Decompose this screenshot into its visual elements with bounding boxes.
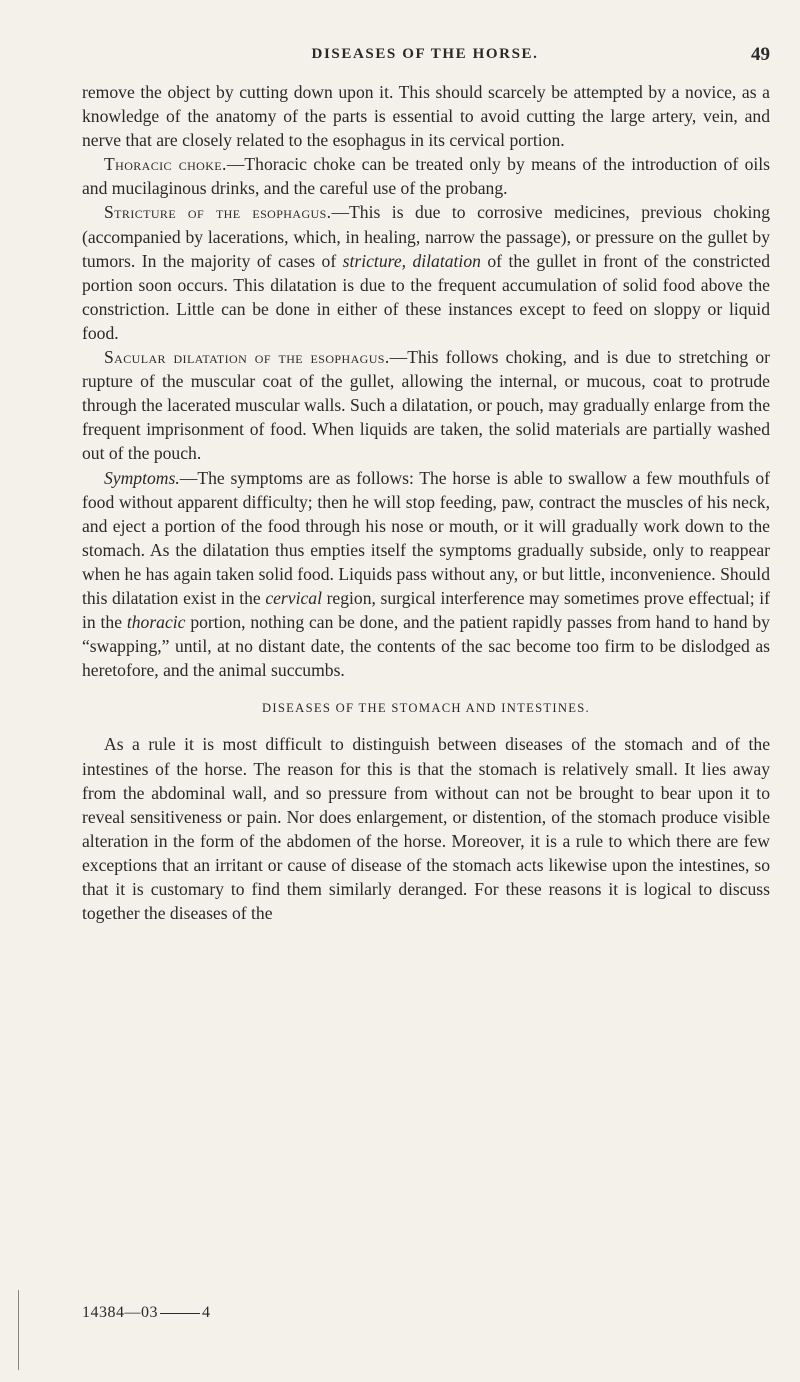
italic-term: thoracic xyxy=(126,612,186,633)
paragraph-lead-italic: Symptoms. xyxy=(104,467,180,488)
paragraph-symptoms xyxy=(82,466,770,683)
paragraph-text: —This follows choking, and is due to stretching or rupture of the muscular coat of the gullet, allowing the internal, or mucous, coat to protrude through the lacerated muscular walls. Such a dilatation, or pouch, may gradually enlarge from the frequent imprisonment of food. When liquids are taken, the solid materials are partially washed out of the pouch. xyxy=(82,347,770,464)
signature-number: 14384 xyxy=(82,1304,125,1321)
paragraph-lead: Thoracic choke. xyxy=(104,154,227,175)
italic-term: stricture xyxy=(342,250,402,271)
italic-separator: , xyxy=(401,250,413,271)
paragraph-text: portion, nothing can be done, and the patient rapidly passes from hand to hand by “swapping,” until, at no distant date, the contents of the sac become too firm to be dislodged as heretofore, and the animal succumbs. xyxy=(82,612,770,681)
scan-edge-line xyxy=(18,1290,19,1370)
italic-term: dilatation xyxy=(412,250,481,271)
paragraph-text: of the gullet in front of the constricted portion soon occurs. This dilatation is due to the frequent accumulation of solid food above the constriction. Little can be done in either of these instances except to feed on sloppy or liquid food. xyxy=(82,250,770,343)
paragraph-text: region, surgical interference may sometimes prove effectual; if in the xyxy=(82,587,770,633)
paragraph-lead: Sacular dilatation of the esophagus. xyxy=(104,347,390,368)
page-number: 49 xyxy=(751,44,770,65)
paragraph-thoracic-choke xyxy=(82,152,770,200)
paragraph-continuation xyxy=(82,80,770,152)
italic-term: cervical xyxy=(265,587,322,608)
signature-sheet: 4 xyxy=(202,1304,211,1321)
running-title: DISEASES OF THE HORSE. xyxy=(311,46,539,62)
paragraph-stricture xyxy=(82,200,770,345)
printer-signature xyxy=(82,1304,211,1322)
signature-rule xyxy=(160,1313,200,1314)
body-text xyxy=(82,80,770,925)
paragraph-sacular-dilatation xyxy=(82,345,770,465)
running-head xyxy=(80,46,770,70)
paragraph-text: remove the object by cutting down upon it. This should scarcely be attempted by a novice, as a knowledge of the anatomy of the parts is essential to avoid cutting the large artery, vein, and nerve that are closely related to the esophagus in its cervical portion. xyxy=(82,82,770,151)
paragraph-lead: Stricture of the esophagus. xyxy=(104,202,332,223)
signature-dash: — xyxy=(124,1304,141,1321)
paragraph-text: —This is due to corrosive medicines, previous choking (accompanied by lacerations, which, in healing, narrow the passage), or pressure on the gullet by tumors. In the majority of cases of xyxy=(82,202,770,271)
section-heading: DISEASES OF THE STOMACH AND INTESTINES. xyxy=(261,701,591,716)
paragraph-text: —The symptoms are as follows: The horse is able to swallow a few mouthfuls of food without apparent difficulty; then he will stop feeding, paw, contract the muscles of his neck, and eject a portion of the food through his nose or mouth, or it will gradually work down to the stomach. As the dilatation thus empties itself the symptoms gradually subside, only to reappear when he has again taken solid food. Liquids pass without any, or but little, inconvenience. Should this dilatation exist in the xyxy=(82,467,770,608)
paragraph-text: As a rule it is most difficult to distinguish between diseases of the stomach and of the intestines of the horse. The reason for this is that the stomach is relatively small. It lies away from the abdominal wall, and so pressure from without can not be brought to bear upon it to reveal sensitiveness or pain. Nor does enlargement, or distention, of the stomach produce visible alteration in the form of the abdomen of the horse. Moreover, it is a rule to which there are few exceptions that an irritant or cause of disease of the stomach acts likewise upon the intestines, so that it is customary to find them similarly deranged. For these reasons it is logical to discuss together the diseases of the xyxy=(82,734,770,924)
paragraph-text: —Thoracic choke can be treated only by means of the introduction of oils and mucilaginous drinks, and the careful use of the probang. xyxy=(82,154,770,199)
paragraph-stomach-intestines xyxy=(82,732,770,925)
signature-year: 03 xyxy=(141,1304,158,1321)
